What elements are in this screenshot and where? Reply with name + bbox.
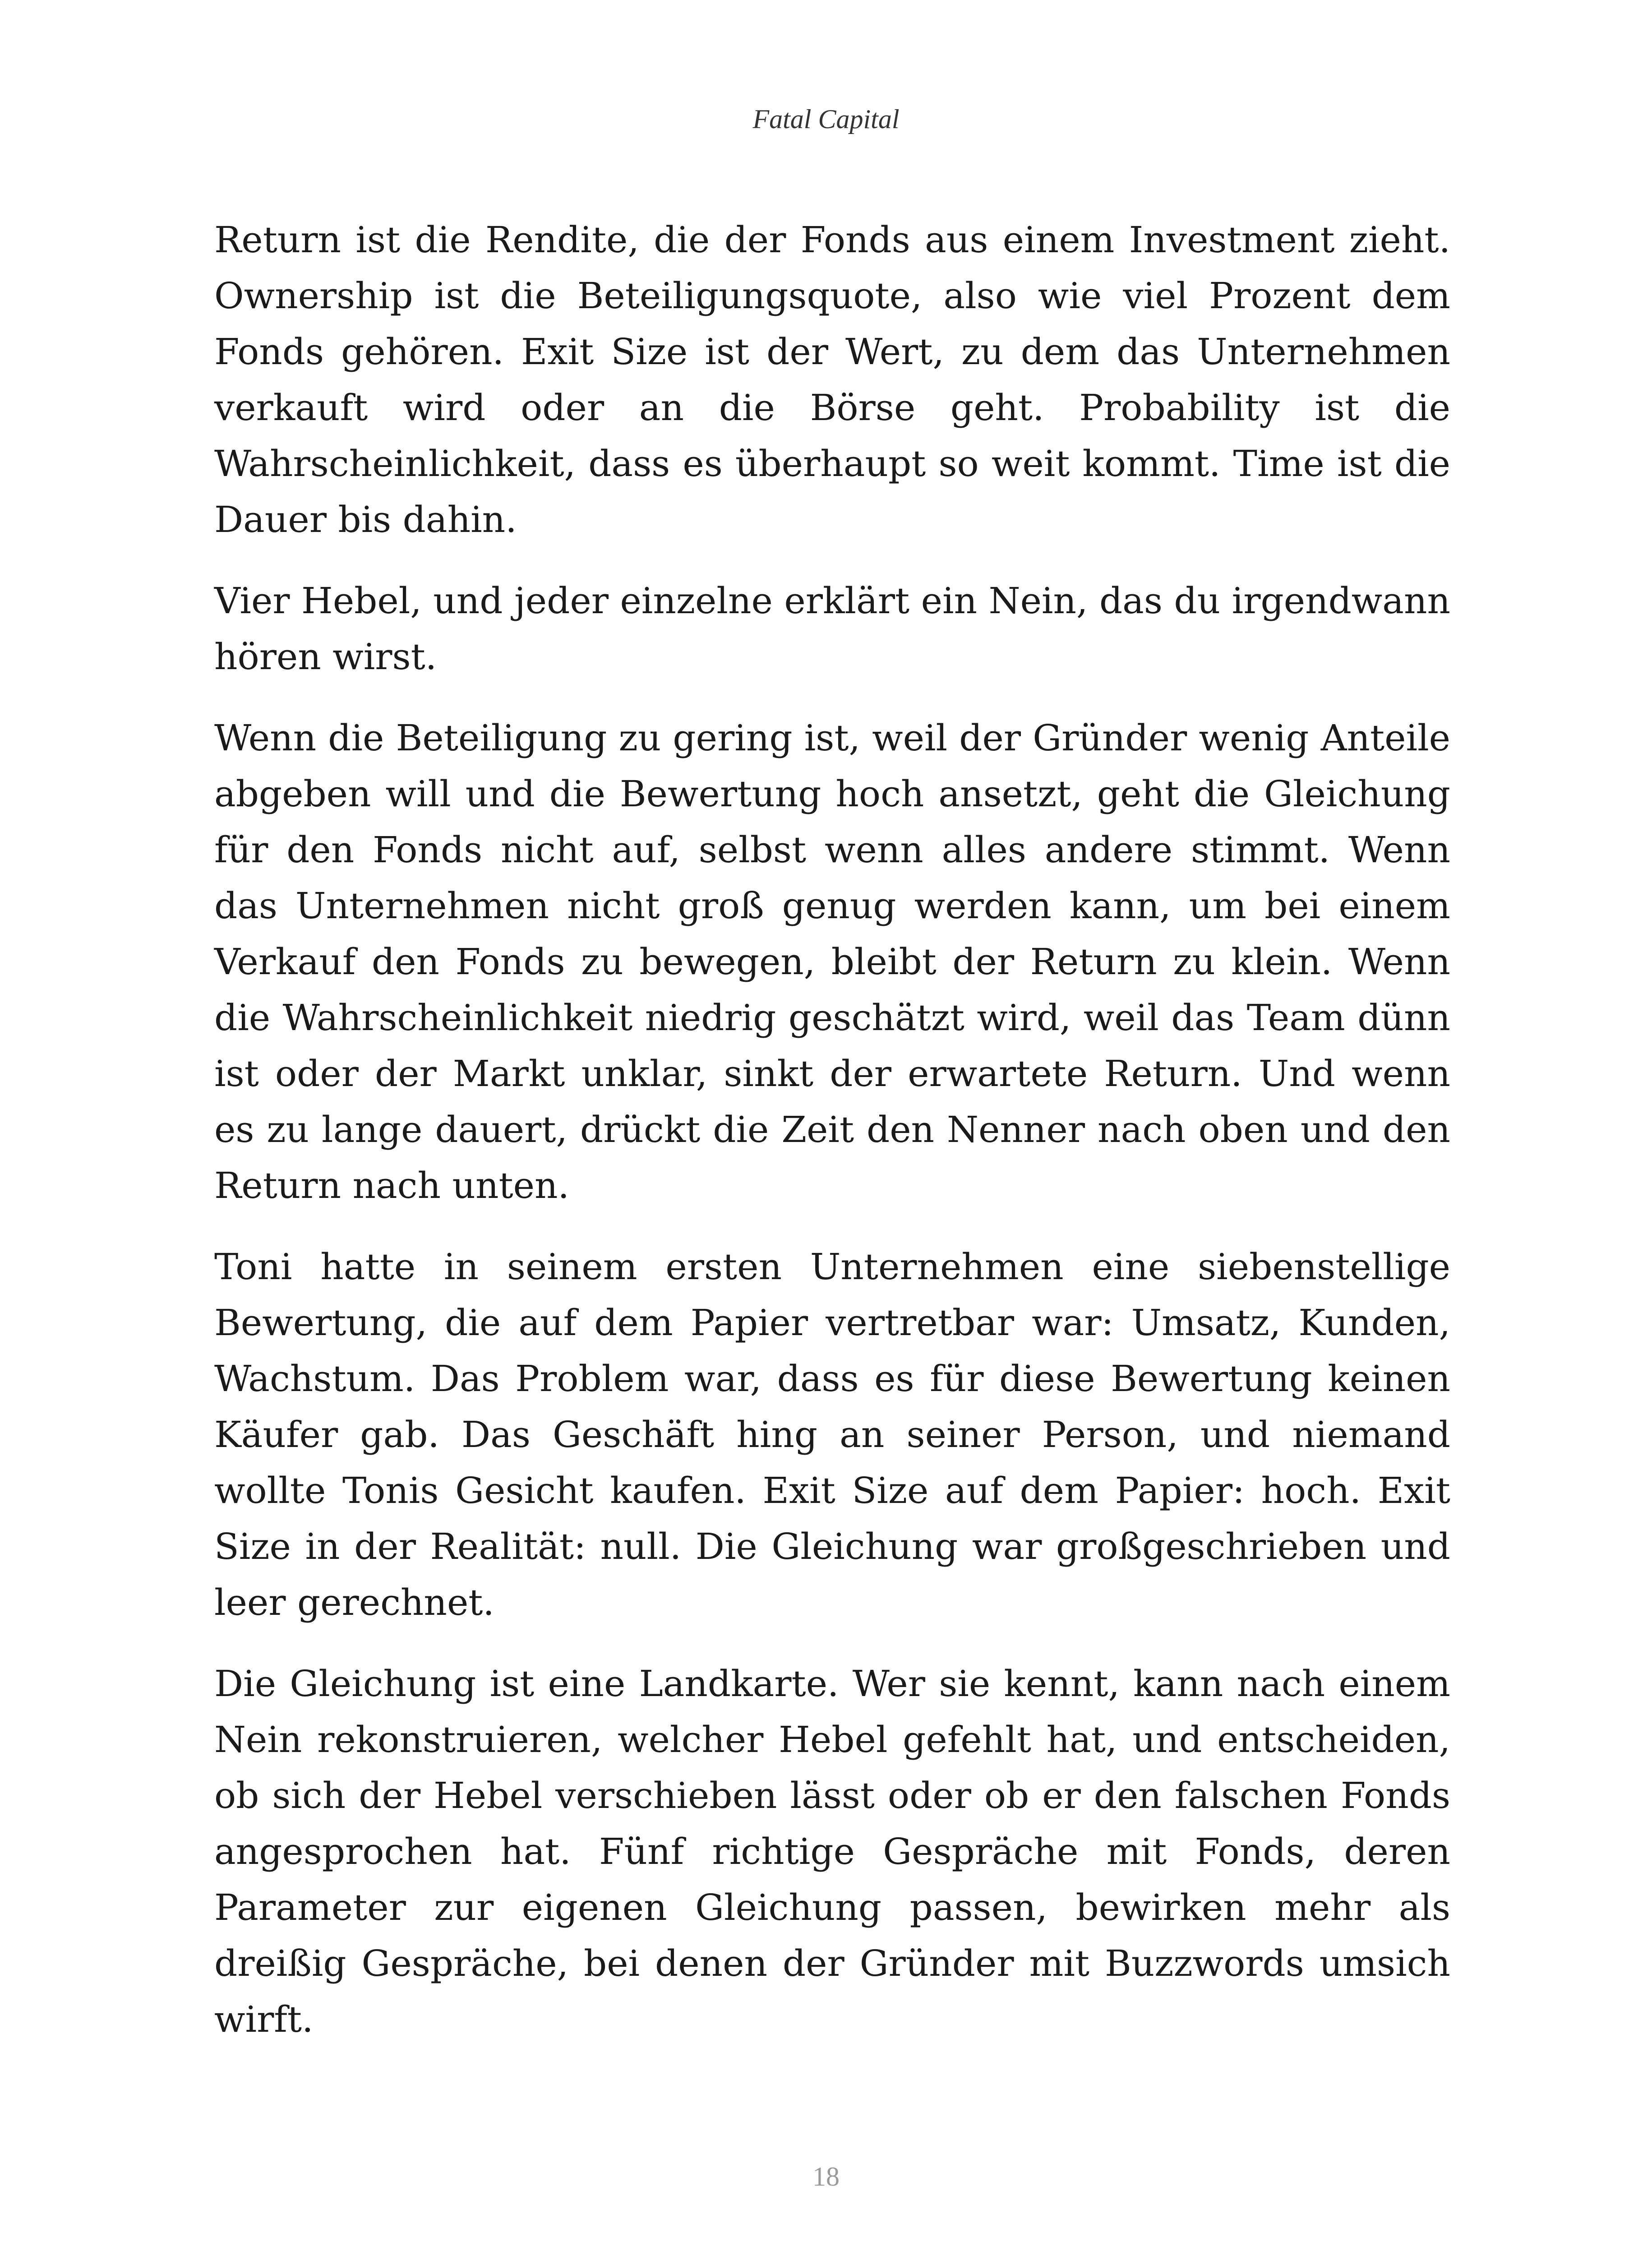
paragraph: Vier Hebel, und jeder einzelne erklärt ein Nein, das du irgendwann hören wirst.	[214, 580, 1450, 678]
running-header: Fatal Capital	[752, 104, 900, 134]
page-number: 18	[812, 2162, 840, 2191]
paragraph: Die Gleichung ist eine Landkarte. Wer sie kennt, kann nach einem Nein rekonstruieren, welcher Hebel gefehlt hat, und entscheiden, ob sich der Hebel verschieben lässt oder ob er den falschen Fonds angesprochen hat. Fünf richtige Gespräche mit Fonds, deren Parameter zur eigenen Gleichung passen, bewirken mehr als dreißig Gespräche, bei denen der Gründer mit Buzzwords umsich wirft.	[214, 1663, 1450, 2040]
paragraph: Wenn die Beteiligung zu gering ist, weil der Gründer wenig Anteile abgeben will und die Bewertung hoch ansetzt, geht die Gleichung für den Fonds nicht auf, selbst wenn alles andere stimmt. Wenn das Unternehmen nicht groß genug werden kann, um bei einem Verkauf den Fonds zu bewegen, bleibt der Return zu klein. Wenn die Wahrscheinlichkeit niedrig geschätzt wird, weil das Team dünn ist oder der Markt unklar, sinkt der erwartete Return. Und wenn es zu lange dauert, drückt die Zeit den Nenner nach oben und den Return nach unten.	[214, 717, 1450, 1207]
paragraph: Return ist die Rendite, die der Fonds aus einem Investment zieht. Ownership ist die Beteiligungsquote, also wie viel Prozent dem Fonds gehören. Exit Size ist der Wert, zu dem das Unternehmen verkauft wird oder an die Börse geht. Probability ist die Wahrscheinlichkeit, dass es überhaupt so weit kommt. Time ist die Dauer bis dahin.	[214, 219, 1450, 541]
body-text	[214, 212, 1450, 2073]
paragraph: Toni hatte in seinem ersten Unternehmen eine siebenstellige Bewertung, die auf dem Papier vertretbar war: Umsatz, Kunden, Wachstum. Das Problem war, dass es für diese Bewertung keinen Käufer gab. Das Geschäft hing an seiner Person, und niemand wollte Tonis Gesicht kaufen. Exit Size auf dem Papier: hoch. Exit Size in der Realität: null. Die Gleichung war großgeschrieben und leer gerechnet.	[214, 1246, 1450, 1623]
